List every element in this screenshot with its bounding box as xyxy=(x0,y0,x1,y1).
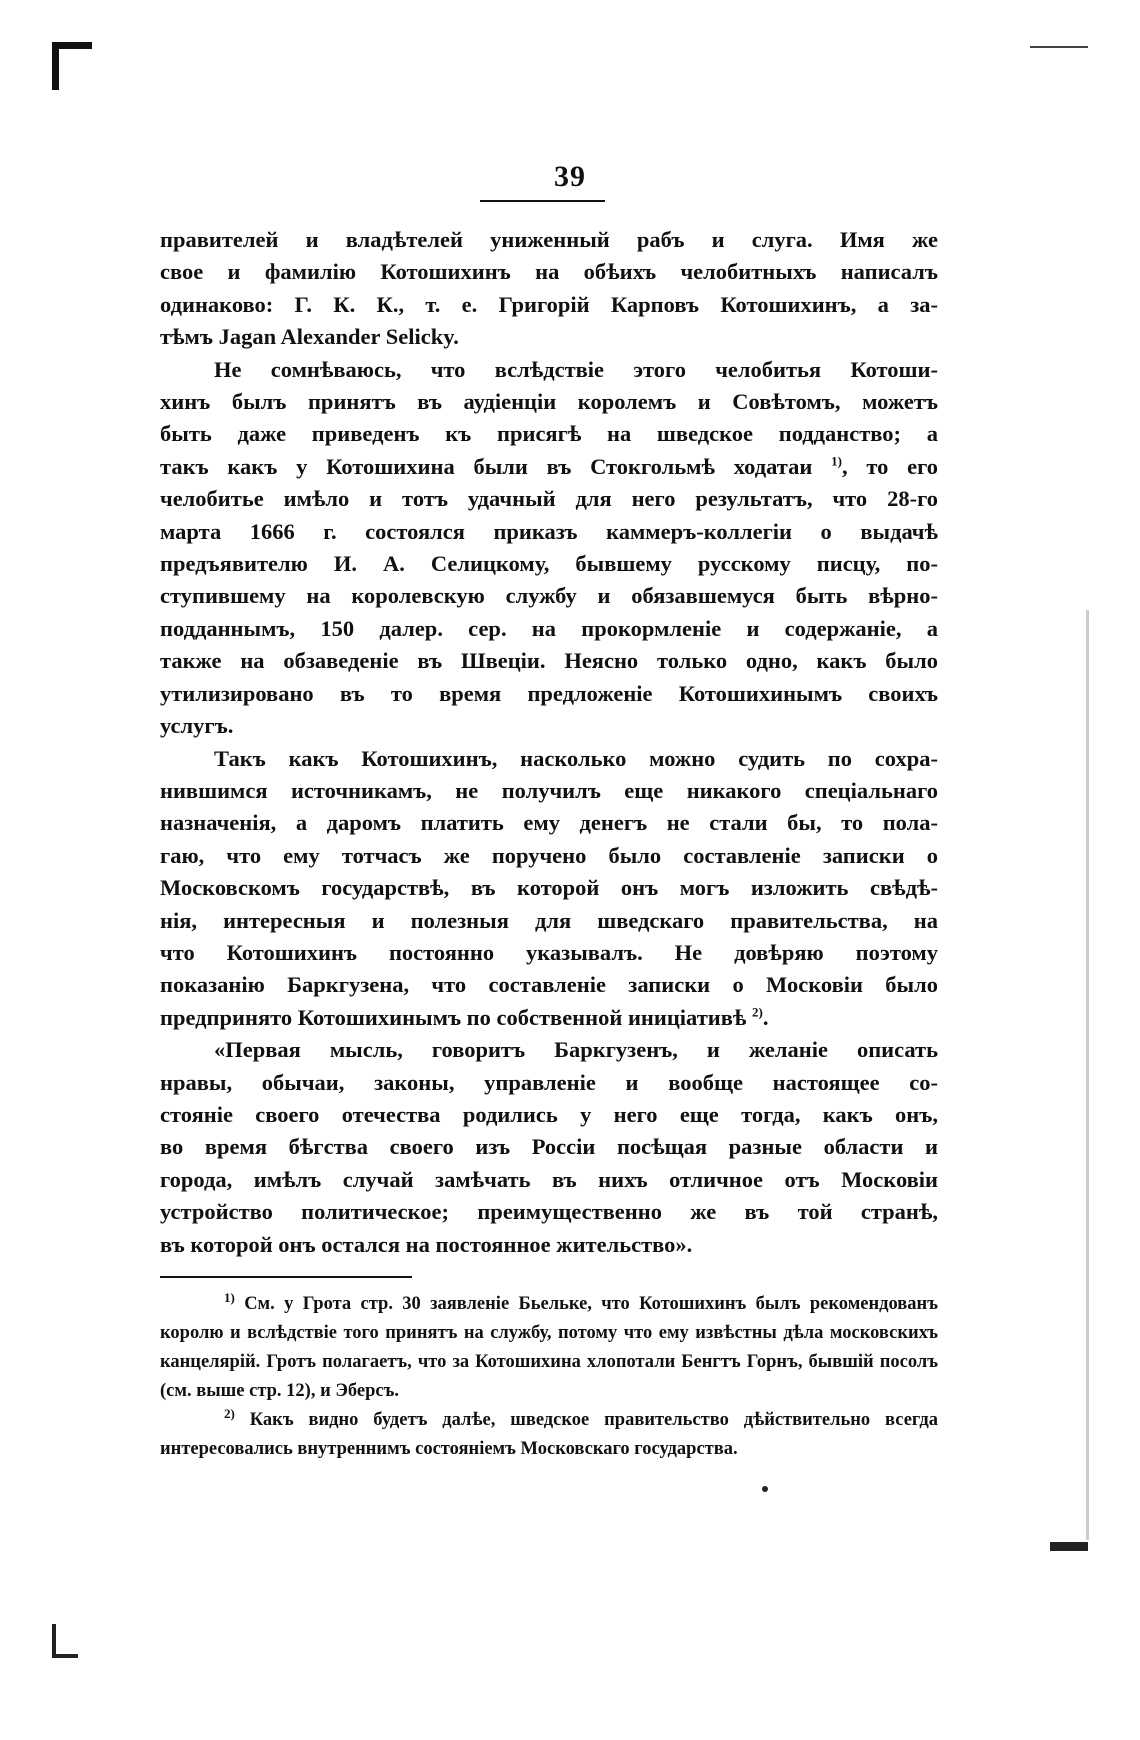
text-line: услугъ. xyxy=(160,713,234,739)
footnote-mark: 1) xyxy=(224,1289,235,1305)
text-line: одинаково: Г. К. К., т. е. Григорій Карповъ Котошихинъ, а за- xyxy=(160,291,938,317)
text-line: Московскомъ государствѣ, въ которой онъ могъ изложить свѣдѣ- xyxy=(160,875,938,901)
scan-corner-mark-top-left xyxy=(52,42,92,92)
text-line: нившимся источникамъ, не получилъ еще никакого спеціальнаго xyxy=(160,777,938,803)
text-line: предъявителю И. А. Селицкому, бывшему русскому писцу, по- xyxy=(160,551,938,577)
scan-page-edge xyxy=(1086,610,1089,1540)
text-line: показанію Баркгузена, что составленіе записки о Московіи было xyxy=(160,972,938,998)
text-line: стояніе своего отечества родились у него еще тогда, какъ онъ, xyxy=(160,1101,938,1127)
text-line: Не сомнѣваюсь, что вслѣдствіе этого челобитья Котоши- xyxy=(214,356,938,382)
text-segment: такъ какъ у Котошихина были въ Стокгольмѣ ходатаи xyxy=(160,453,813,479)
footnote-separator xyxy=(160,1276,412,1278)
footnote-2 xyxy=(160,1406,938,1464)
paragraph-2 xyxy=(160,354,938,743)
page-number: 39 xyxy=(554,160,586,193)
footnote-ref-2[interactable]: 2) xyxy=(752,1004,763,1020)
text-line: въ которой онъ остался на постоянное жительство». xyxy=(160,1231,693,1257)
text-line: гаю, что ему тотчасъ же поручено было составленіе записки о xyxy=(160,842,938,868)
footnote-text: Какъ видно будетъ далѣе, шведское правительство дѣйствительно всегда интересовались внутреннимъ состояніемъ Московскаго государства. xyxy=(160,1410,939,1459)
page-number-rule xyxy=(480,200,605,202)
main-text xyxy=(160,224,938,1261)
text-segment: , то его xyxy=(841,453,939,479)
scan-speck xyxy=(762,1486,768,1492)
text-line: ступившему на королевскую службу и обязавшемуся быть вѣрно- xyxy=(160,583,938,609)
text-line: во время бѣгства своего изъ Россіи посѣщая разные области и xyxy=(160,1134,938,1160)
footnote-mark: 2) xyxy=(224,1405,235,1421)
text-line: марта 1666 г. состоялся приказъ каммеръ-коллегіи о выдачѣ xyxy=(160,518,938,544)
text-segment: . xyxy=(762,1004,769,1030)
text-line: «Первая мысль, говоритъ Баркгузенъ, и желаніе описать xyxy=(214,1037,938,1063)
text-line-with-ref xyxy=(160,451,938,483)
scan-corner-mark-bottom-left xyxy=(52,1624,82,1660)
text-line: Такъ какъ Котошихинъ, насколько можно судить по сохра- xyxy=(214,745,938,771)
text-line: хинъ былъ принятъ въ аудіенціи королемъ и Совѣтомъ, можетъ xyxy=(160,389,938,415)
footnote-ref-1[interactable]: 1) xyxy=(831,453,842,469)
text-line: нія, интересныя и полезныя для шведскаго правительства, на xyxy=(160,907,938,933)
text-line: устройство политическое; преимущественно же въ той странѣ, xyxy=(160,1199,938,1225)
footnotes xyxy=(160,1290,938,1464)
text-line: утилизировано въ то время предложеніе Котошихинымъ своихъ xyxy=(160,680,938,706)
text-line: правителей и владѣтелей униженный рабъ и слуга. Имя же xyxy=(160,227,938,252)
text-line: нравы, обычаи, законы, управленіе и вообще настоящее со- xyxy=(160,1069,938,1095)
text-line: тѣмъ Jagan Alexander Selicky. xyxy=(160,324,459,350)
text-segment: предпринято Котошихинымъ по собственной иниціативѣ xyxy=(160,1004,747,1030)
text-line-with-ref xyxy=(160,1002,938,1034)
text-line: челобитье имѣло и тотъ удачный для него результатъ, что 28-го xyxy=(160,486,938,512)
scan-edge-mark xyxy=(1040,1540,1088,1554)
text-line: назначенія, а даромъ платить ему денегъ не стали бы, то пола- xyxy=(160,810,938,836)
paragraph-4 xyxy=(160,1034,938,1261)
paragraph-3 xyxy=(160,743,938,1035)
text-line: подданнымъ, 150 далер. сер. на прокормленіе и содержаніе, а xyxy=(160,615,938,641)
footnote-1 xyxy=(160,1290,938,1406)
text-line: быть даже приведенъ къ присягѣ на шведское подданство; а xyxy=(160,421,938,447)
text-line: города, имѣлъ случай замѣчать въ нихъ отличное отъ Московіи xyxy=(160,1166,938,1192)
text-line: свое и фамилію Котошихинъ на обѣихъ челобитныхъ написалъ xyxy=(160,259,938,285)
text-line: также на обзаведеніе въ Швеціи. Неясно только одно, какъ было xyxy=(160,648,938,674)
scan-edge-rule-top-right xyxy=(1030,46,1088,48)
paragraph-1 xyxy=(160,224,938,354)
footnote-text: См. у Грота стр. 30 заявленіе Бьельке, что Котошихинъ былъ рекомендованъ королю и вслѣдствіе того принятъ на службу, потому что ему извѣстны дѣла московскихъ канцелярій. Гротъ полагаетъ, что за Котошихина хлопотали Бенгтъ Горнъ, бывшій посолъ (см. выше стр. 12), и Эберсъ. xyxy=(160,1294,938,1401)
text-line: что Котошихинъ постоянно указывалъ. Не довѣряю поэтому xyxy=(160,939,938,965)
